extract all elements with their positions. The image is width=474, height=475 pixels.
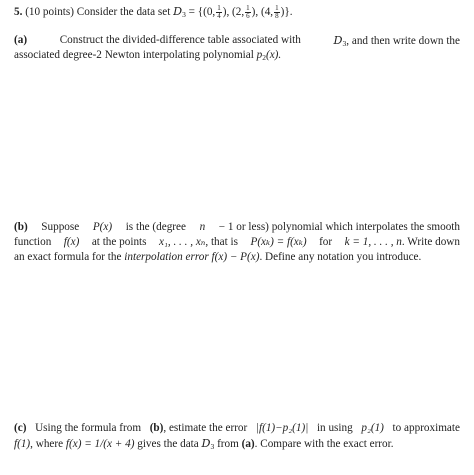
question-header [14, 4, 460, 19]
part-a-text-1: Construct the divided-difference table associated with [59, 34, 301, 46]
part-a-set [334, 33, 460, 48]
set-symbol: D [173, 5, 183, 18]
part-a-poly: p [256, 49, 263, 61]
question-points: (10 points) [25, 6, 74, 18]
part-b-t2e: . Write down [401, 236, 460, 248]
set-subscript: 3 [182, 10, 186, 19]
set-open: {(0, [197, 6, 216, 18]
part-b-t2c: , that is [205, 236, 238, 248]
part-b-t3c: . Define any notation you introduce. [259, 251, 422, 263]
part-b-points [159, 235, 238, 250]
part-b-line-2 [14, 235, 460, 250]
fraction-1-den: 4 [217, 12, 221, 20]
part-b [14, 220, 460, 265]
part-b-P: P(x) [92, 221, 113, 233]
part-b-error-expr: f(x) − P(x) [211, 251, 260, 263]
part-c-set-sub: 3 [210, 442, 215, 451]
part-c-line-2 [14, 436, 460, 451]
part-c-t2b: , where [30, 438, 64, 450]
set-mid-2: ), (4, [251, 6, 274, 18]
part-b-line-3 [14, 250, 460, 265]
part-c-ref-b-label: (b) [149, 422, 164, 434]
fraction-2-den: 6 [246, 12, 250, 20]
part-b-k-expr: k = 1, . . . , n [344, 236, 402, 248]
part-c-t2c: gives the data [137, 438, 199, 450]
part-c-f-def: f(x) = 1/(x + 4) [65, 438, 135, 450]
part-b-eq: P(xₖ) = f(xₖ) [250, 236, 307, 248]
fraction-3 [274, 5, 280, 20]
part-a-label: (a) [14, 34, 28, 46]
part-b-interp-error: interpolation error [124, 251, 209, 263]
part-a-line-2 [14, 48, 460, 63]
part-c-t2e: . Compare with the exact error. [254, 438, 394, 450]
part-c-t2d: from [217, 438, 239, 450]
part-b-t2a: function [14, 236, 52, 248]
part-c-t1c: in using [316, 422, 353, 434]
part-c-line-1 [14, 421, 460, 436]
part-a-poly-sub: 2 [262, 53, 266, 62]
part-b-t1b: is the (degree [125, 221, 186, 233]
part-c-error-expr: |f(1)−p₂(1)| [255, 422, 309, 434]
part-b-t3a: an exact formula for the [14, 251, 122, 263]
fraction-1 [216, 5, 222, 20]
part-c-t1d: to approximate [392, 422, 460, 434]
part-c-ref-b [150, 421, 248, 436]
part-b-t2b: at the points [91, 236, 147, 248]
part-c [14, 421, 460, 451]
part-a-text-1-end: , and then write down the [346, 35, 460, 47]
part-a-set-symbol: D [333, 34, 343, 47]
part-a-set-sub: 3 [342, 39, 347, 48]
part-b-t1a: Suppose [41, 221, 80, 233]
part-c-label: (c) [14, 422, 27, 434]
part-b-n: n [199, 221, 206, 233]
set-close: )}. [280, 6, 293, 18]
part-b-f: f(x) [63, 236, 80, 248]
set-mid-1: ), (2, [222, 6, 245, 18]
question-intro: Consider the data set [76, 6, 171, 18]
part-c-f1: f(1) [14, 438, 31, 450]
fraction-1-num: 1 [217, 4, 221, 12]
fraction-3-den: 8 [275, 12, 279, 20]
part-b-t1c: − 1 or less) polynomial which interpolates the smooth [218, 221, 460, 233]
part-b-line-1 [14, 220, 460, 235]
part-b-points-expr: x₁, . . . , xₙ [159, 236, 206, 248]
part-b-t2d: for [319, 236, 333, 248]
fraction-2 [245, 5, 251, 20]
part-c-t1a: Using the formula from [35, 422, 142, 434]
part-b-label: (b) [14, 221, 28, 233]
fraction-3-num: 1 [275, 4, 279, 12]
question-number: 5. [14, 6, 23, 18]
part-c-set: D [201, 437, 211, 450]
equals-sign: = [188, 6, 195, 18]
question-line [14, 4, 460, 19]
part-c-ref-a: (a) [241, 438, 255, 450]
fraction-2-num: 1 [246, 4, 250, 12]
part-a-text-2: associated degree-2 Newton interpolating polynomial [14, 49, 254, 61]
part-b-k [345, 235, 460, 250]
part-c-t1b: , estimate the error [163, 422, 248, 434]
part-a [14, 33, 460, 63]
part-c-p2: p₂(1) [361, 422, 384, 434]
part-a-poly-arg: (x). [265, 49, 282, 61]
part-a-line-1 [14, 33, 460, 48]
